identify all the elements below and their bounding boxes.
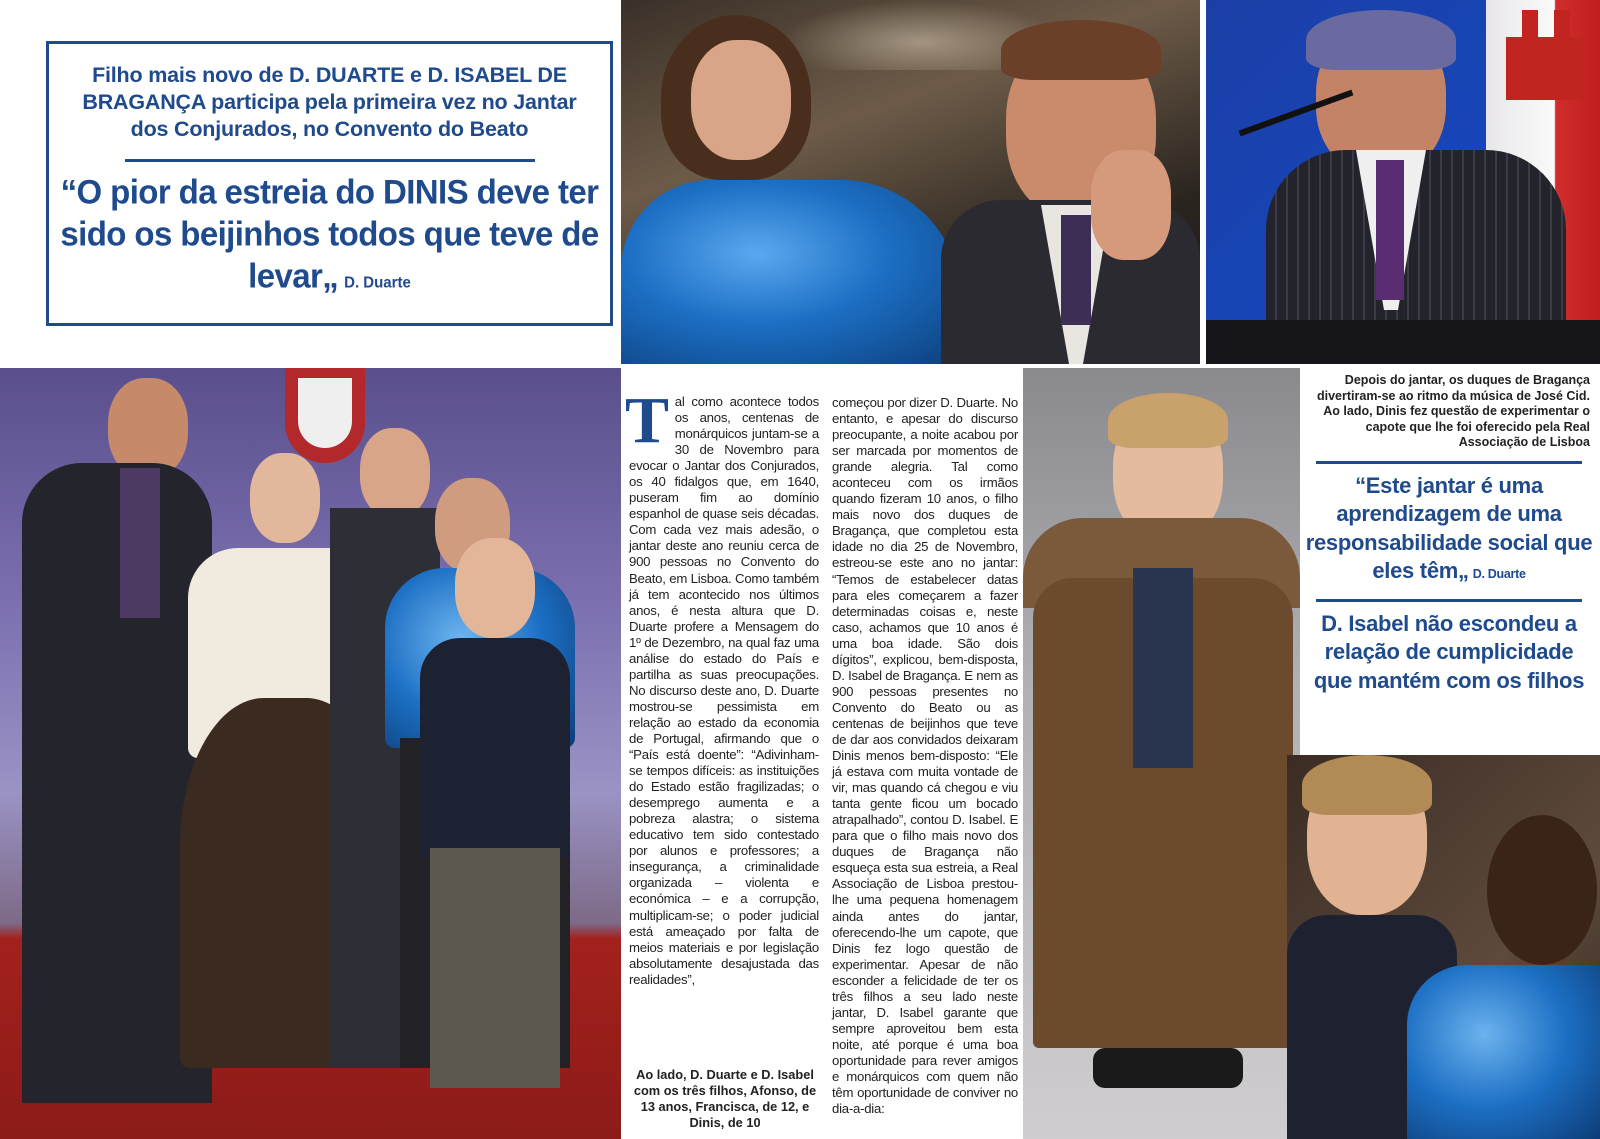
headline-quote [49,171,610,304]
article-column-2: começou por dizer D. Duarte. No entanto, e apesar do discurso preocupante, a noite acabou por ser marcada por momentos de grande alegria. Tal como aconteceu com os irmãos quando fizeram 10 anos, o filho mais novo dos duques de Bragança, que completou esta idade no dia 25 de Novembro, estreou-se este ano no jantar: “Temos de estabelecer datas para eles começarem a fazer determinadas coisas e, neste caso, achamos que 10 anos é uma boa idade. São dois dígitos”, explicou, bem-disposta, D. Isabel de Bragança. E nem as 900 pessoas presentes no Convento do Beato ou as centenas de beijinhos que teve de dar aos convidados deixaram Dinis menos bem-disposto: “Ele já estava com muita vontade de vir, mas quando cá chegou e viu tanta gente ficou um bocado atrapalhado”, contou D. Isabel. E para que o filho mais novo dos duques de Bragança não esqueça esta sua estreia, a Real Associação de Lisboa prestou-lhe uma pequena homenagem ainda antes do jantar, oferecendo-lhe um capote, que Dinis fez logo questão de experimentar. Apesar de não esconder a felicidade de ter os três filhos a seu lado neste jantar, D. Isabel garante que sempre aproveitou bem esta noite, até porque é uma boa oportunidade para rever amigos e monárquicos com quem não têm oportunidade de conviver no dia-a-dia: [832,395,1018,1117]
headline-divider [125,159,535,162]
photo-family-red-carpet [0,368,621,1139]
photo-dinis-with-mother [1287,755,1600,1139]
photo-couple-dinner [621,0,1200,364]
headline-kicker: Filho mais novo de D. DUARTE e D. ISABEL DE BRAGANÇA participa pela primeira vez no Jantar dos Conjurados, no Convento do Beato [82,63,577,141]
article-column-1-text: al como acontece todos os anos, centenas de monárquicos juntam-se a 30 de Novembro para evocar o Jantar dos Conjurados, os 40 fidalgos que, em 1640, puseram fim ao domínio espanhol de quase seis décadas. Com cada vez mais adesão, o jantar deste ano reuniu cerca de 900 pessoas no Convento do Beato, em Lisboa. Como também já tem acontecido nos últimos anos, é nesta altura que D. Duarte profere a Mensagem do 1º de Dezembro, na qual faz uma análise do estado do País e partilha as suas preocupações. No discurso deste ano, D. Duarte mostrou-se pessimista em relação ao estado da economia de Portugal, afirmando que o “País está doente”: “Adivinham-se tempos difíceis: as instituições do Estado estão fragilizadas; o desemprego aumenta e a pobreza alastra; o sistema educativo tem sido contestado por alunos e professores; a insegurança, a criminalidade organizada – violenta e económica – e a corrupção, multiplicam-se; o poder judicial está ameaçado por falta de meios materiais e por legislação absolutamente desajustada das realidades”, [629,394,819,987]
headline-attribution: D. Duarte [344,273,411,292]
sidebar-quote [1304,472,1594,589]
article-dropcap: T [625,384,669,457]
sidebar [1304,373,1594,695]
headline-quote-text: “O pior da estreia do DINIS deve ter sido os beijinhos todos que teve de levar„ [60,171,599,295]
article-column-1 [625,384,819,988]
photo-dinis-capote [1023,368,1300,1139]
sidebar-divider-bottom [1316,599,1582,602]
family-photo-caption: Ao lado, D. Duarte e D. Isabel com os três filhos, Afonso, de 13 anos, Francisca, de 12, e Dinis, de 10 [633,1067,817,1130]
sidebar-quote-attribution: D. Duarte [1472,567,1526,581]
headline-box [46,41,613,326]
sidebar-subhead: D. Isabel não escondeu a relação de cumplicidade que mantém com os filhos [1313,610,1585,693]
sidebar-quote-text: “Este jantar é uma aprendizagem de uma responsabilidade social que eles têm„ [1305,472,1593,583]
photo-singer-jose-cid [1206,0,1600,364]
sidebar-divider-top [1316,461,1582,464]
sidebar-photo-caption: Depois do jantar, os duques de Bragança divertiram-se ao ritmo da música de José Cid. Ao lado, Dinis fez questão de experimentar o capote que lhe foi oferecido pela Real Associação de Lisboa [1316,373,1590,449]
